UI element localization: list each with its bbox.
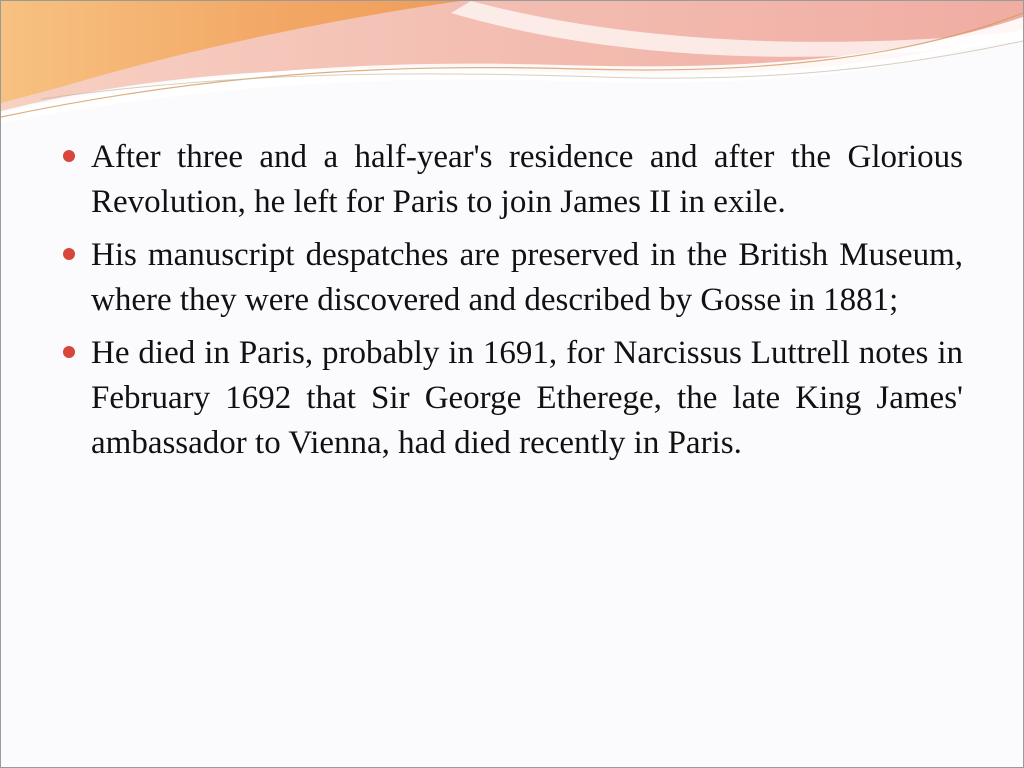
bullet-icon bbox=[63, 150, 75, 162]
bullet-item bbox=[63, 233, 963, 323]
header-wave-decoration bbox=[1, 1, 1023, 131]
bullet-icon bbox=[63, 248, 75, 260]
bullet-icon bbox=[63, 346, 75, 358]
bullet-item bbox=[63, 135, 963, 225]
bullet-text: He died in Paris, probably in 1691, for Narcissus Luttrell notes in February 1692 that Sir George Etherege, the late King James' ambassador to Vienna, had died recently in Paris. bbox=[91, 335, 963, 461]
bullet-list bbox=[63, 135, 963, 474]
bullet-item bbox=[63, 331, 963, 466]
bullet-text: His manuscript despatches are preserved in the British Museum, where they were discovered and described by Gosse in 1881; bbox=[91, 237, 963, 318]
bullet-text: After three and a half-year's residence and after the Glorious Revolution, he left for Paris to join James II in exile. bbox=[91, 139, 963, 220]
